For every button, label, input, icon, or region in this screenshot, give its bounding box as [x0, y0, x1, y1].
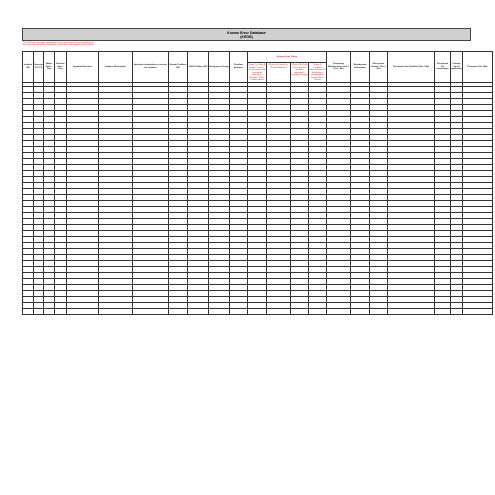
table-cell[interactable] — [435, 308, 451, 314]
table-cell[interactable] — [351, 308, 370, 314]
table-cell[interactable] — [267, 308, 291, 314]
phase-subheader-3: Phase 2b: Root Fix Impacted, Solution approved / Pending Change — [291, 63, 309, 83]
table-cell[interactable] — [169, 308, 188, 314]
table-cell[interactable] — [248, 308, 267, 314]
title-line-2: (KEDB) — [240, 34, 253, 39]
col-header-root-cause-known: Root cause known? (Yes / No) — [370, 52, 388, 83]
table-cell[interactable] — [67, 308, 99, 314]
table-cell[interactable] — [44, 308, 55, 314]
table-cell[interactable] — [388, 308, 435, 314]
note-line-2: the team and should be integrated - only when consolidated to the KEDB. — [23, 44, 95, 47]
table-cell[interactable] — [370, 308, 388, 314]
phase-subheader-2: Phase 2a: Root Fix, Change Approval — [267, 63, 291, 83]
table-cell[interactable] — [99, 308, 133, 314]
table-cell[interactable] — [209, 308, 230, 314]
col-header-permanent-fix-info: Permanent Fix information — [435, 52, 451, 83]
table-cell[interactable] — [34, 308, 44, 314]
title-line-1: Known Error Database — [227, 30, 266, 35]
col-header-permanent-fix-identified: Permanent Fix Identified (Yes / No) — [388, 52, 435, 83]
col-header-incident-id: Incident ID# — [23, 52, 34, 83]
table-cell[interactable] — [309, 308, 327, 314]
note-line-1: This file hosts example information of the past known errors identified by — [23, 41, 94, 44]
phase-subheader-4: Phase 3: Problem Solved/Closed P Resolution, Workaround / Known Error Closed — [309, 64, 326, 81]
phase-subheader-1: Phase 1a: Root & Impact Causes, Known Impacted Functional Hierarchy (Change / New / Problem Area) — [248, 64, 266, 81]
col-header-assignment-group: Assignment Group — [209, 52, 230, 83]
col-header-child-problem-id: Child Problem ID# — [188, 52, 209, 83]
col-header-change-info: Change Info if applicable — [451, 52, 463, 83]
table-cell[interactable] — [291, 308, 309, 314]
col-header-workaround-info: Workaround information — [351, 52, 370, 83]
table-cell[interactable] — [188, 308, 209, 314]
col-header-impacted-services: Impacted Services — [67, 52, 99, 83]
kedb-table — [22, 51, 493, 315]
table-cell[interactable] — [463, 308, 493, 314]
col-header-known-error-phase: Known Error Phase — [248, 52, 327, 63]
instruction-note — [22, 41, 473, 51]
col-header-activities: Activities undertaken to resolve the incident — [133, 52, 169, 83]
col-header-known-problem-id: Known Problem ID# — [169, 52, 188, 83]
table-row — [23, 308, 493, 314]
kedb-sheet — [22, 28, 488, 315]
table-cell[interactable] — [451, 308, 463, 314]
col-header-incident-description: Incident Description — [99, 52, 133, 83]
table-cell[interactable] — [327, 308, 351, 314]
sheet-title — [22, 28, 471, 41]
table-cell[interactable] — [230, 308, 248, 314]
table-body — [23, 82, 493, 314]
table-cell[interactable] — [133, 308, 169, 314]
col-header-temporary-workaround: Temporary Workaround exists? (Yes / No) — [327, 52, 351, 83]
col-header-resolve-date: Resolve Date / Time — [55, 52, 67, 83]
col-header-severity: Severity P1 / P2 — [34, 52, 44, 83]
table-cell[interactable] — [23, 308, 34, 314]
col-header-major-date: Major Date / Time — [44, 52, 55, 83]
col-header-problem-analysis: Problem Analysis — [230, 52, 248, 83]
col-header-permanent-fix-date: Permanent Fix Date — [463, 52, 493, 83]
table-cell[interactable] — [55, 308, 67, 314]
